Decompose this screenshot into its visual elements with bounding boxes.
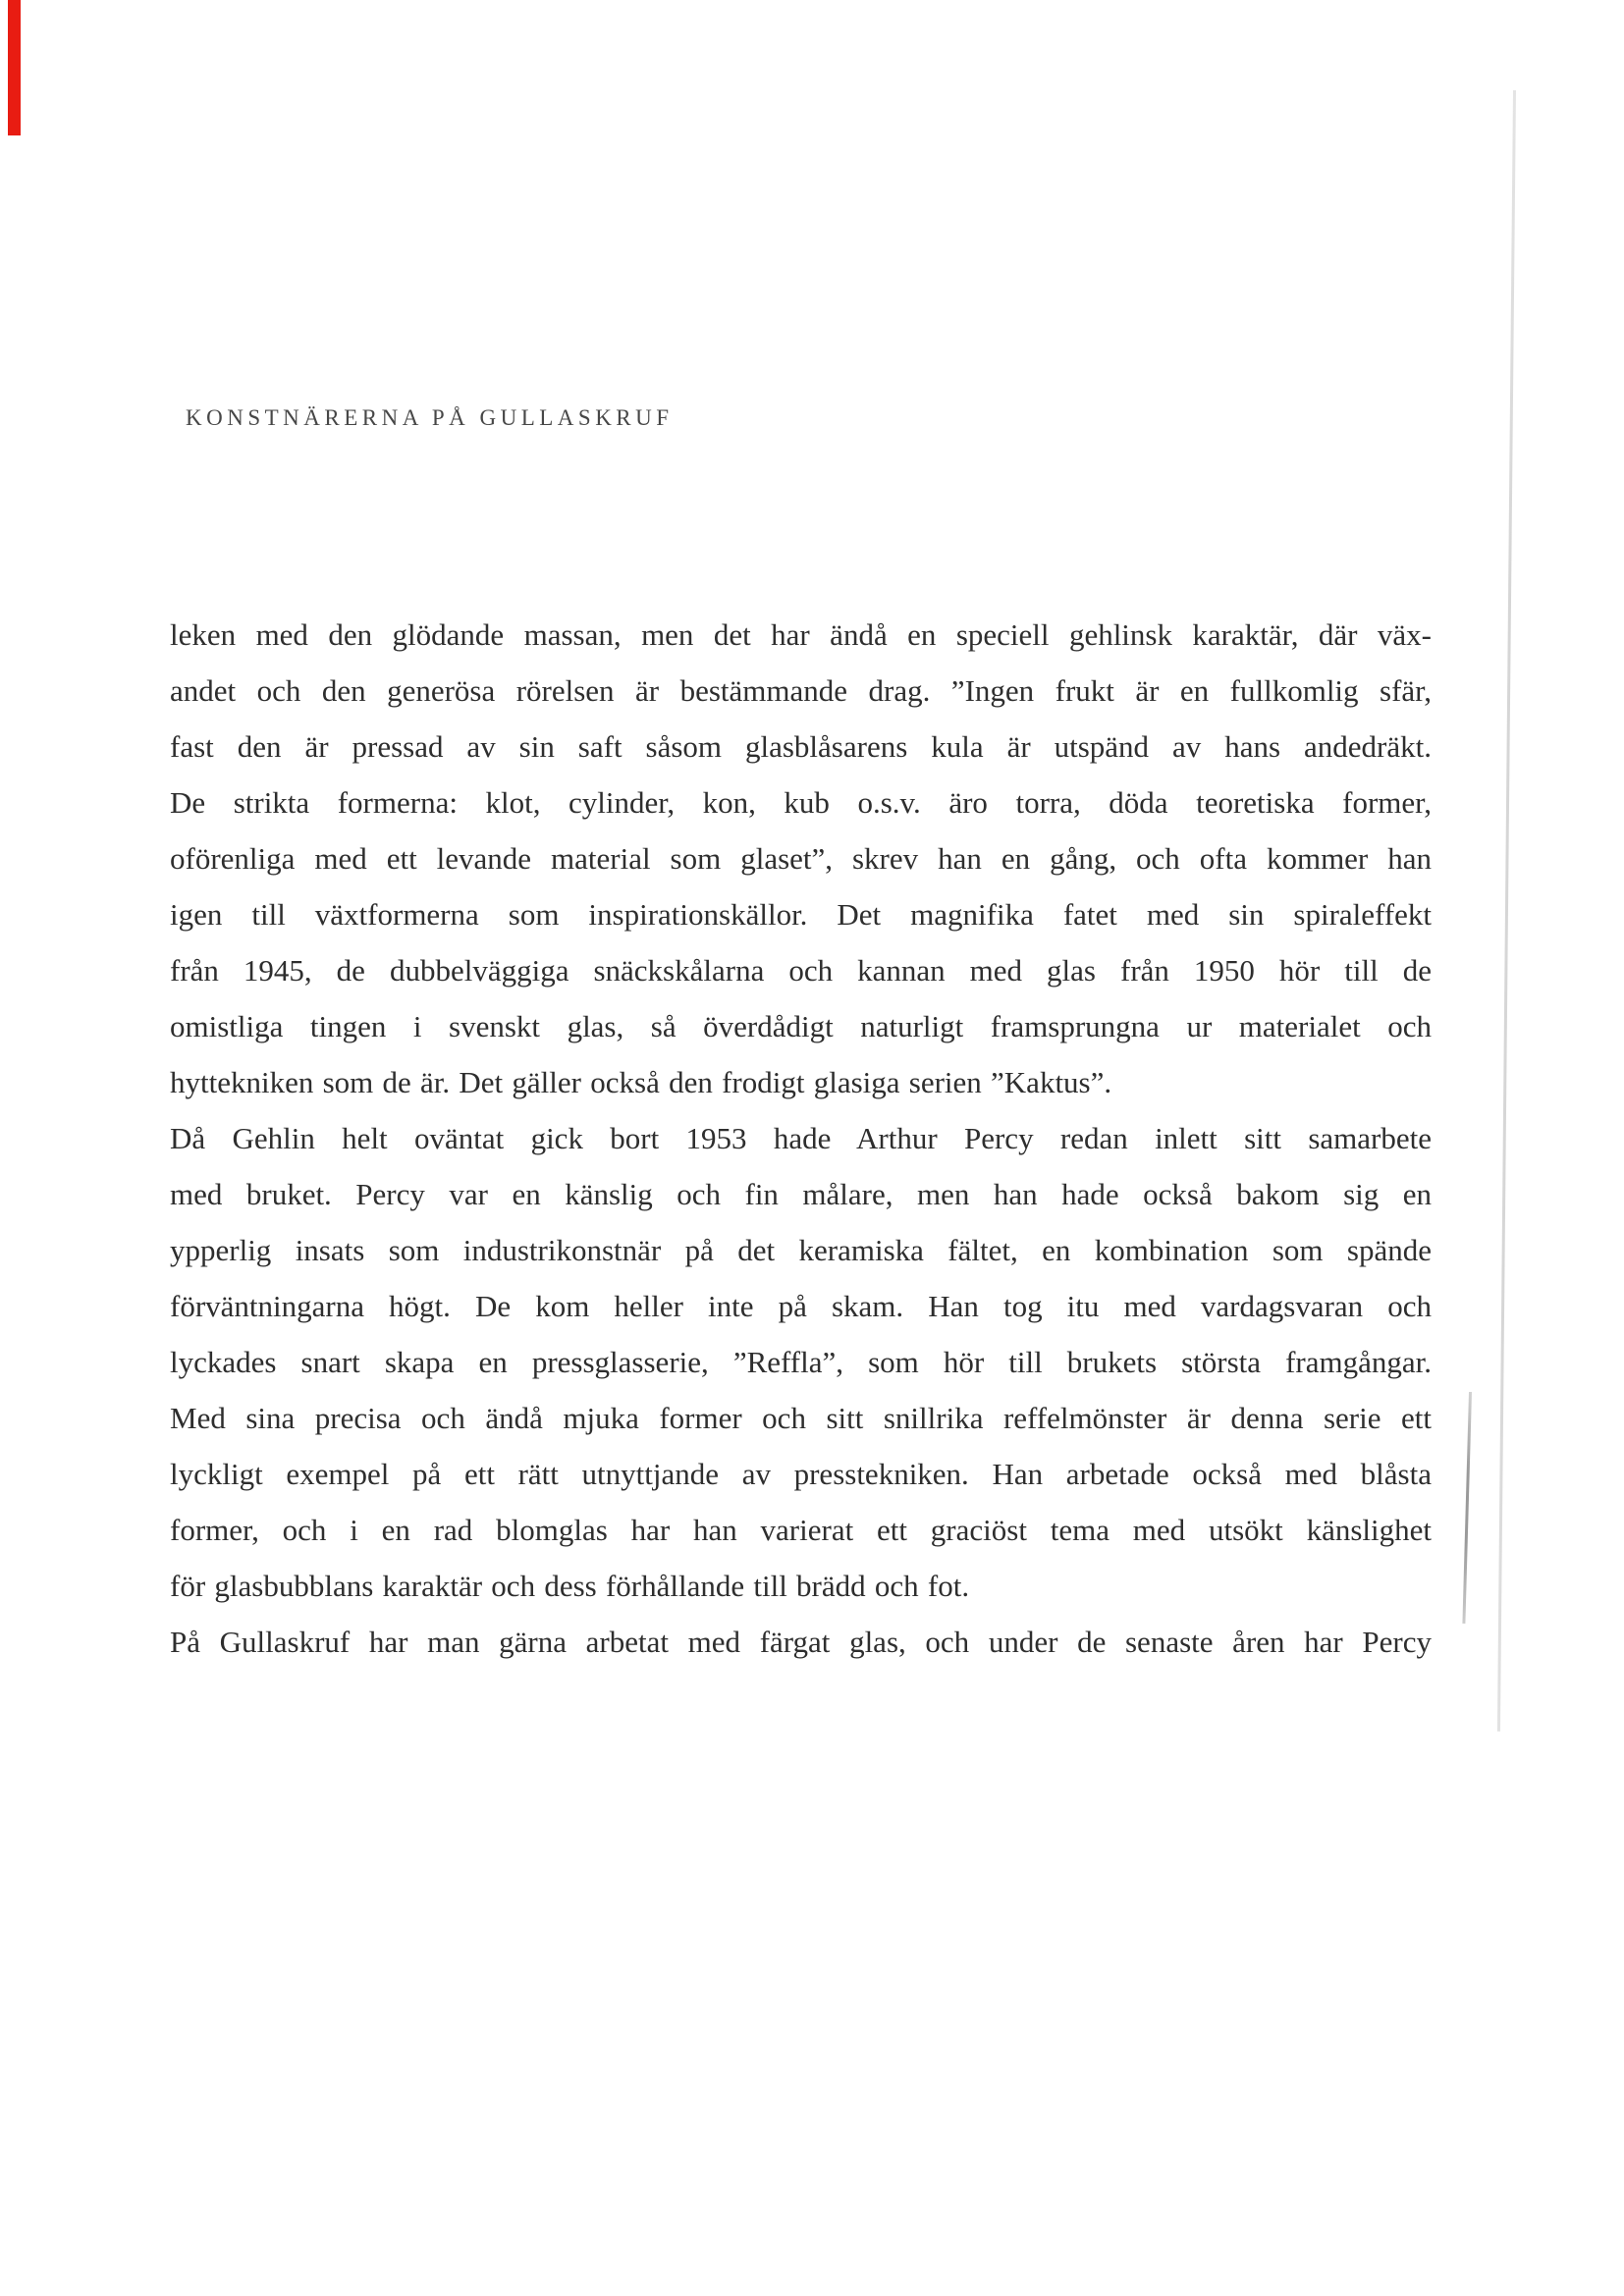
text-line: De strikta formerna: klot, cylinder, kon, kub o.s.v. äro torra, döda teoretiska former, <box>170 785 1432 820</box>
text-line: leken med den glödande massan, men det har ändå en speciell gehlinsk karaktär, där väx- <box>170 617 1432 652</box>
running-header: KONSTNÄRERNA PÅ GULLASKRUF <box>186 405 674 430</box>
text-line: På Gullaskruf har man gärna arbetat med färgat glas, och under de senaste åren har Percy <box>170 1625 1432 1659</box>
text-line: oförenliga med ett levande material som glaset”, skrev han en gång, och ofta kommer han <box>170 841 1432 876</box>
scan-artifact-line-long <box>1497 90 1516 1732</box>
text-line: lyckligt exempel på ett rätt utnyttjande av presstekniken. Han arbetade också med blåsta <box>170 1457 1432 1491</box>
body-text-block <box>170 607 1432 1670</box>
text-line: hyttekniken som de är. Det gäller också den frodigt glasiga serien ”Kaktus”. <box>170 1065 1112 1099</box>
text-line: lyckades snart skapa en pressglasserie, ”Reffla”, som hör till brukets största framgångar. <box>170 1345 1432 1379</box>
text-line: för glasbubblans karaktär och dess förhållande till brädd och fot. <box>170 1569 970 1603</box>
text-line: igen till växtformerna som inspirationskällor. Det magnifika fatet med sin spiraleffekt <box>170 897 1432 932</box>
text-line: Då Gehlin helt oväntat gick bort 1953 hade Arthur Percy redan inlett sitt samarbete <box>170 1121 1432 1155</box>
text-line: fast den är pressad av sin saft såsom glasblåsarens kula är utspänd av hans andedräkt. <box>170 729 1432 764</box>
text-line: omistliga tingen i svenskt glas, så överdådigt naturligt framsprungna ur materialet och <box>170 1009 1432 1043</box>
text-line: ypperlig insats som industrikonstnär på det keramiska fältet, en kombination som spände <box>170 1233 1432 1267</box>
text-line: med bruket. Percy var en känslig och fin målare, men han hade också bakom sig en <box>170 1177 1432 1211</box>
text-line: former, och i en rad blomglas har han varierat ett graciöst tema med utsökt känslighet <box>170 1513 1432 1547</box>
text-line: förväntningarna högt. De kom heller inte på skam. Han tog itu med vardagsvaran och <box>170 1289 1432 1323</box>
red-scan-mark <box>8 0 21 135</box>
text-line: från 1945, de dubbelväggiga snäckskålarna och kannan med glas från 1950 hör till de <box>170 953 1432 988</box>
scan-artifact-line-short <box>1462 1392 1472 1624</box>
text-line: Med sina precisa och ändå mjuka former och sitt snillrika reffelmönster är denna serie ett <box>170 1401 1432 1435</box>
text-line: andet och den generösa rörelsen är bestämmande drag. ”Ingen frukt är en fullkomlig sfär, <box>170 673 1432 708</box>
